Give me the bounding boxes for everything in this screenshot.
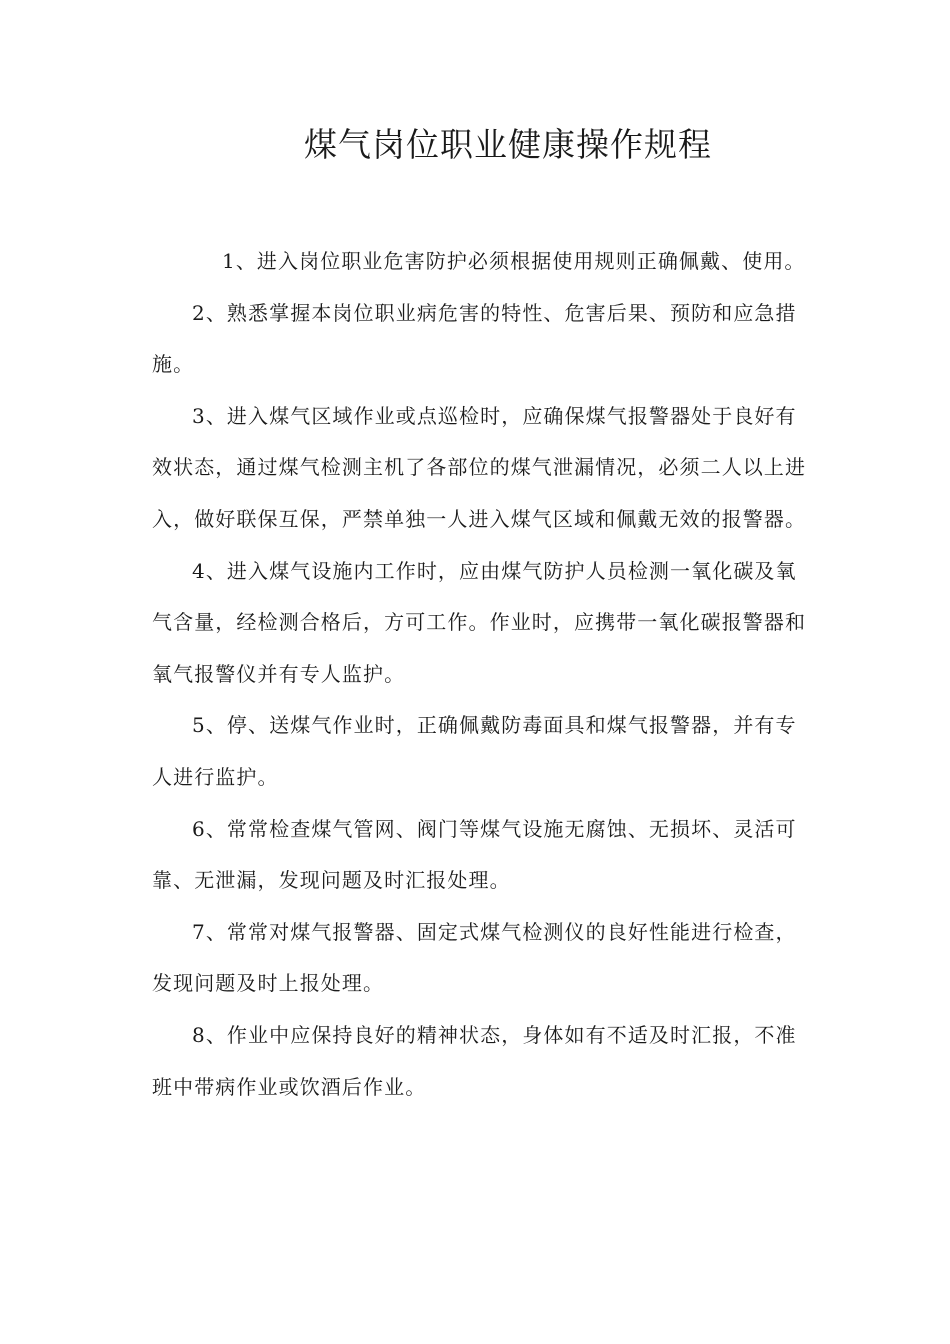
paragraph-1: 1、进入岗位职业危害防护必须根据使用规则正确佩戴、使用。: [222, 249, 806, 273]
paragraph-3: 3、进入煤气区域作业或点巡检时，应确保煤气报警器处于良好有效状态，通过煤气检测主机了各部位的煤气泄漏情况，必须二人以上进入，做好联保互保，严禁单独一人进入煤气区域和佩戴无效的报警器。: [152, 403, 807, 531]
document-body: [152, 236, 812, 1113]
page-title: 煤气岗位职业健康操作规程: [304, 125, 712, 164]
paragraph-4: 4、进入煤气设施内工作时，应由煤气防护人员检测一氧化碳及氧气含量，经检测合格后，方可工作。作业时，应携带一氧化碳报警器和氧气报警仪并有专人监护。: [152, 558, 807, 686]
paragraph-5: 5、停、送煤气作业时，正确佩戴防毒面具和煤气报警器，并有专人进行监护。: [152, 713, 797, 789]
paragraph-6: 6、常常检查煤气管网、阀门等煤气设施无腐蚀、无损坏、灵活可靠、无泄漏，发现问题及时汇报处理。: [152, 816, 797, 893]
paragraph-2: 2、熟悉掌握本岗位职业病危害的特性、危害后果、预防和应急措施。: [152, 300, 797, 377]
paragraph-7: 7、常常对煤气报警器、固定式煤气检测仪的良好性能进行检查，发现问题及时上报处理。: [152, 919, 797, 996]
paragraph-8: 8、作业中应保持良好的精神状态，身体如有不适及时汇报，不准班中带病作业或饮酒后作业。: [152, 1022, 797, 1099]
